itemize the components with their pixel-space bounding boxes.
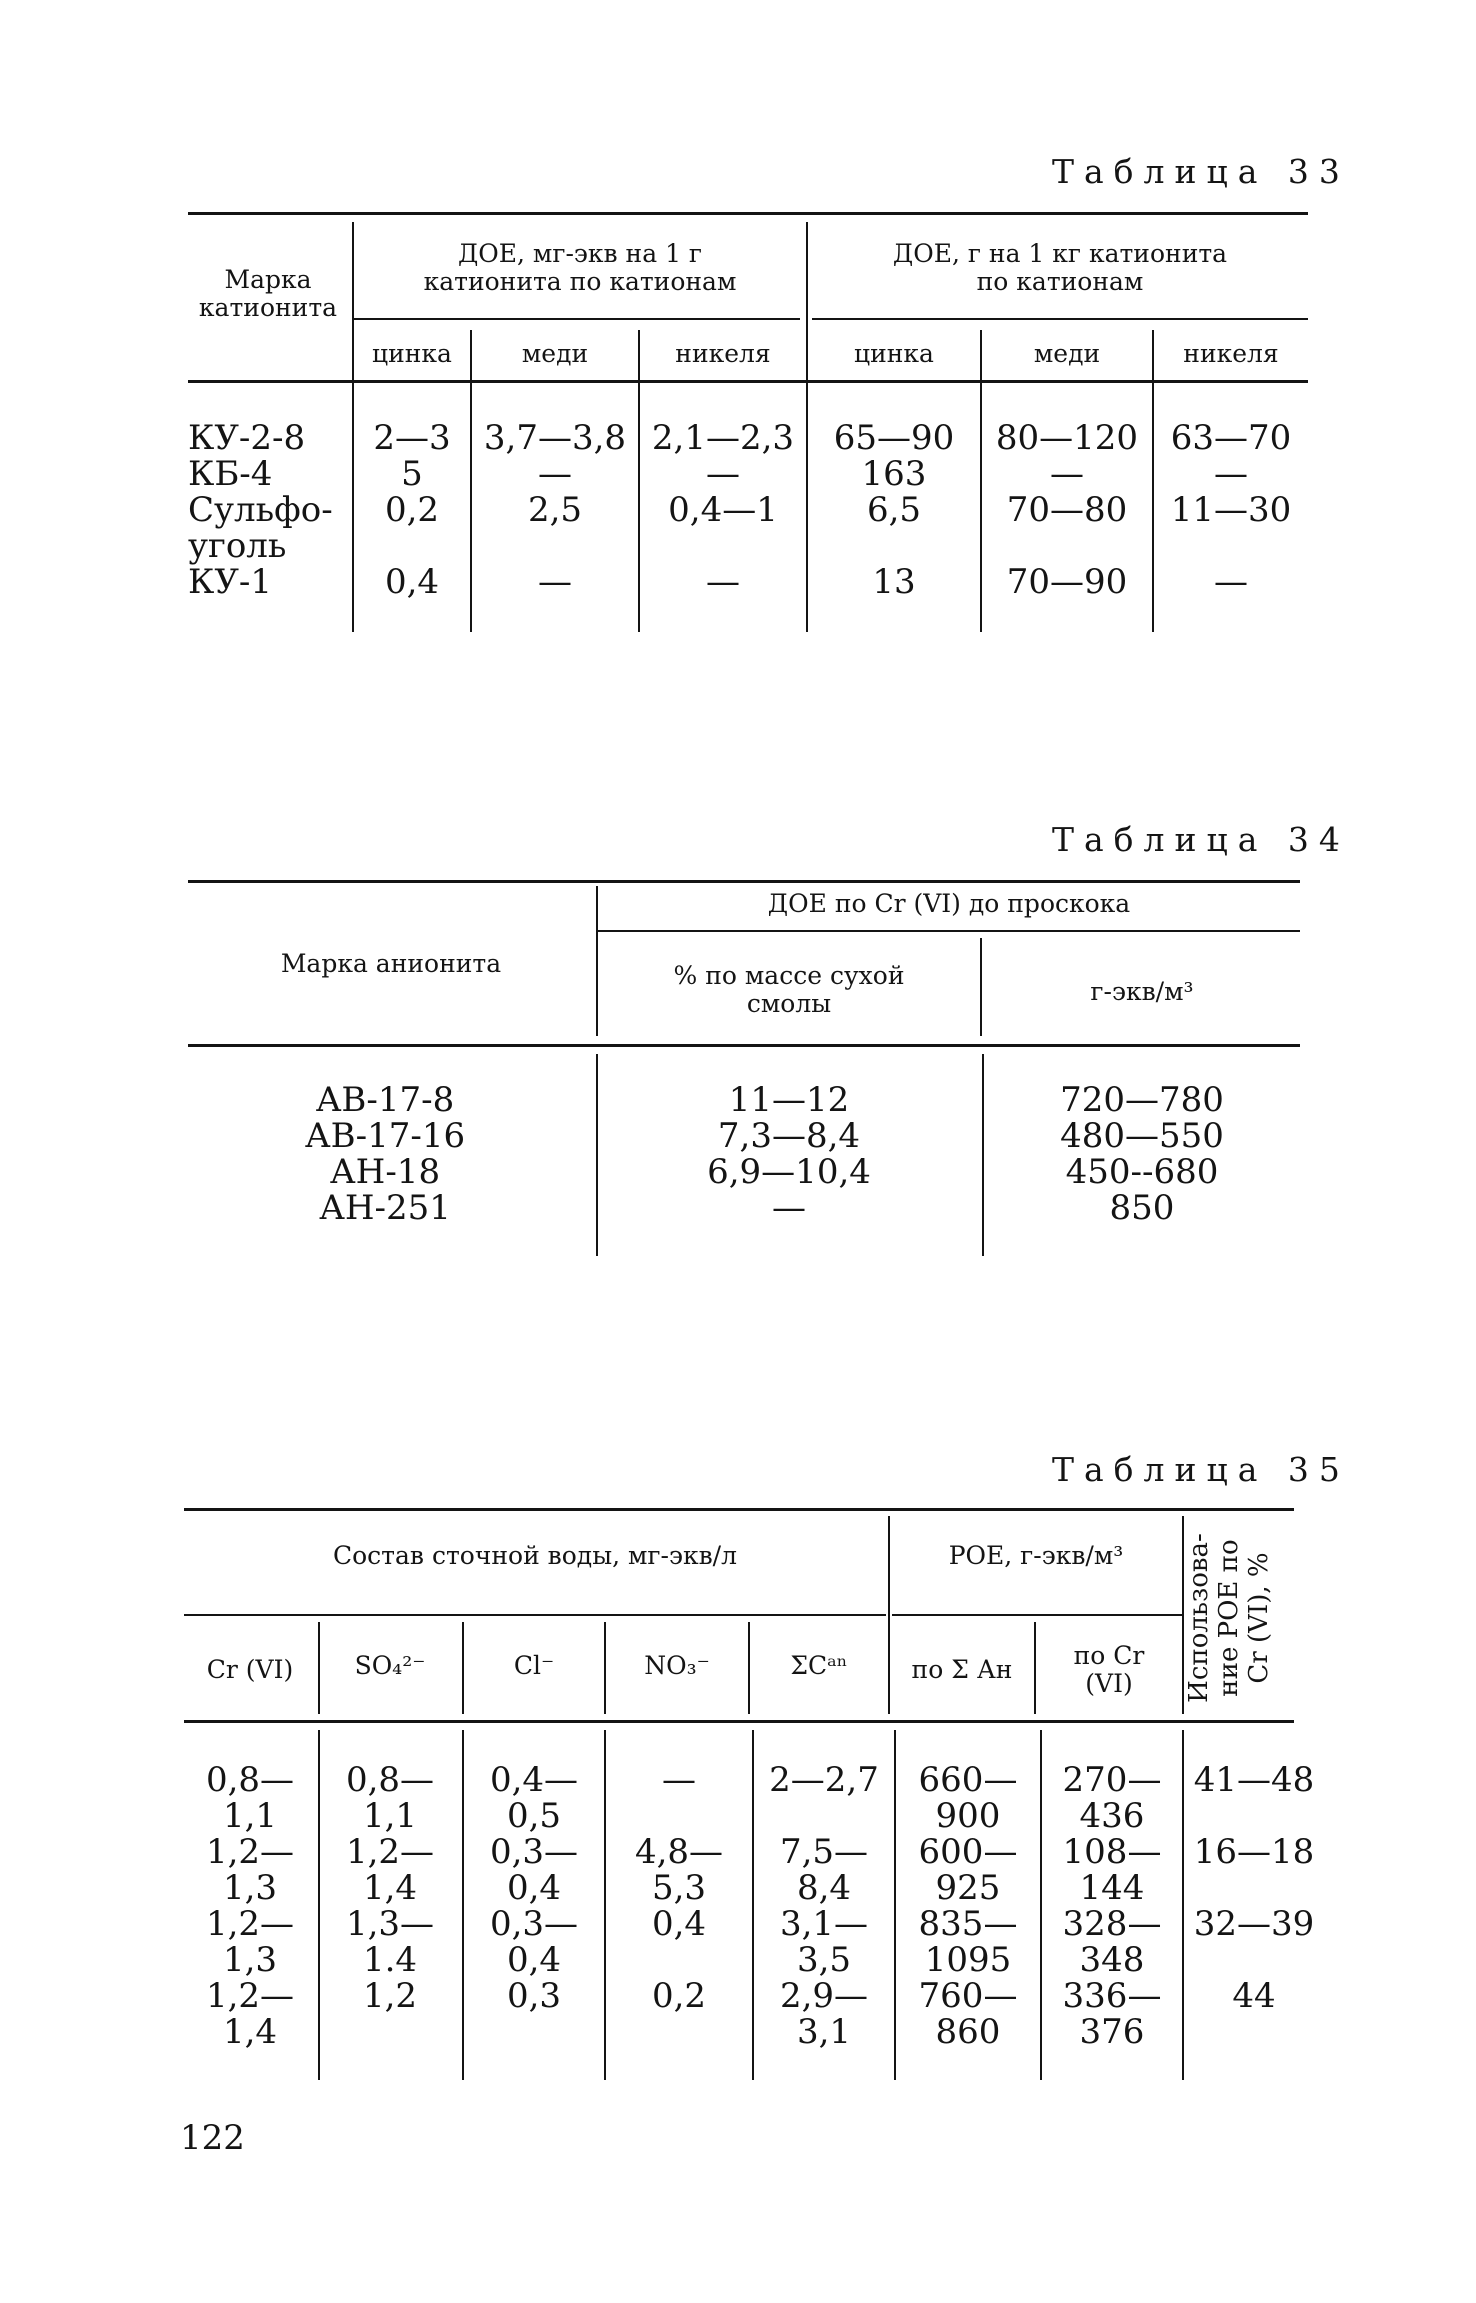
table33-subheader: меди — [1033, 339, 1101, 368]
table33-subheader: никеля — [1183, 339, 1279, 368]
table33-col-nickel-meq: 2,1—2,3 — 0,4—1 — — [651, 418, 795, 602]
table35-header-usage: Использова- ние РОЕ по Cr (VI), % — [1184, 1533, 1274, 1703]
table34-caption: Таблица 34 — [1052, 820, 1350, 859]
table34-header-eq: г-экв/м³ — [1090, 977, 1194, 1006]
table33-group2-rule — [812, 318, 1308, 320]
table35-header-cr: Cr (VI) — [206, 1655, 294, 1684]
table34-group-rule — [598, 930, 1300, 932]
table34-col-brand: АВ-17-8 АВ-17-16 АН-18 АН-251 — [304, 1080, 466, 1228]
table33-top-rule — [188, 212, 1308, 215]
table35-group2-rule — [892, 1614, 1182, 1616]
table33-subheader: цинка — [854, 339, 934, 368]
table33-col-copper-meq: 3,7—3,8 — 2,5 — — [483, 418, 627, 602]
table35-header-sum: ΣCᵃⁿ — [790, 1651, 848, 1680]
table33-header-group2: ДОЕ, г на 1 кг катионита по катионам — [892, 239, 1228, 296]
table34-header-mass: % по массе сухой смолы — [673, 961, 905, 1018]
table35-col-usage: 41—48 16—18 32—39 44 — [1193, 1760, 1315, 2016]
table33-col-zinc-g: 65—90 163 6,5 13 — [833, 418, 955, 602]
table35-col-cl: 0,4— 0,5 0,3— 0,4 0,3— 0,4 0,3 — [489, 1760, 579, 2016]
table33-header-group1: ДОЕ, мг-экв на 1 г катионита по катионам — [423, 239, 737, 296]
table35-col-sum: 2—2,7 7,5— 8,4 3,1— 3,5 2,9— 3,1 — [769, 1760, 879, 2052]
table33-subheader: никеля — [675, 339, 771, 368]
table35-col-by-cr: 270— 436 108— 144 328— 348 336— 376 — [1062, 1760, 1162, 2052]
page-number: 122 — [180, 2118, 245, 2158]
table35-col-by-sum: 660— 900 600— 925 835— 1095 760— 860 — [918, 1760, 1018, 2052]
table33-col-nickel-g: 63—70 — 11—30 — — [1170, 418, 1292, 602]
table34-header-group: ДОЕ по Cr (VI) до проскока — [767, 889, 1131, 918]
table34-vline — [596, 1054, 598, 1256]
table33-subheader: меди — [521, 339, 589, 368]
table35-caption: Таблица 35 — [1052, 1450, 1350, 1489]
table35-col-cr: 0,8— 1,1 1,2— 1,3 1,2— 1,3 1,2— 1,4 — [205, 1760, 295, 2052]
table35-group1-rule — [184, 1614, 886, 1616]
table35-header-no3: NO₃⁻ — [644, 1651, 710, 1680]
table34-col-mass: 11—12 7,3—8,4 6,9—10,4 — — [707, 1080, 871, 1228]
table33-caption: Таблица 33 — [1052, 152, 1350, 191]
table34-vline — [980, 938, 982, 1036]
table33-col-zinc-meq: 2—3 5 0,2 0,4 — [373, 418, 451, 602]
table33-col-brand: КУ-2-8 КБ-4 Сульфо- уголь КУ-1 — [188, 418, 333, 602]
table34-header-rule — [188, 1044, 1300, 1047]
table34-top-rule — [188, 880, 1300, 883]
table33-header-brand: Марка катионита — [198, 265, 338, 322]
table35-col-so4: 0,8— 1,1 1,2— 1,4 1,3— 1.4 1,2 — [345, 1760, 435, 2016]
table33-header-rule — [188, 380, 1308, 383]
table35-header-by-cr: по Cr (VI) — [1073, 1641, 1145, 1698]
table34-header-brand: Марка анионита — [280, 949, 502, 978]
table35-top-rule — [184, 1508, 1294, 1511]
table33-col-copper-g: 80—120 — 70—80 70—90 — [995, 418, 1139, 602]
table33-subheader: цинка — [372, 339, 452, 368]
table35-header-by-sum: по Σ Ан — [911, 1655, 1013, 1684]
table34-col-eq: 720—780 480—550 450--680 850 — [1060, 1080, 1224, 1228]
table35-header-so4: SO₄²⁻ — [354, 1651, 426, 1680]
table33-group1-rule — [352, 318, 800, 320]
table35-header-cl: Cl⁻ — [513, 1651, 555, 1680]
table35-header-group2: РОЕ, г-экв/м³ — [948, 1541, 1124, 1570]
table35-col-no3: — 4,8— 5,3 0,4 0,2 — [634, 1760, 724, 2016]
table35-header-rule — [184, 1720, 1294, 1723]
table35-header-group1: Состав сточной воды, мг-экв/л — [333, 1541, 737, 1570]
